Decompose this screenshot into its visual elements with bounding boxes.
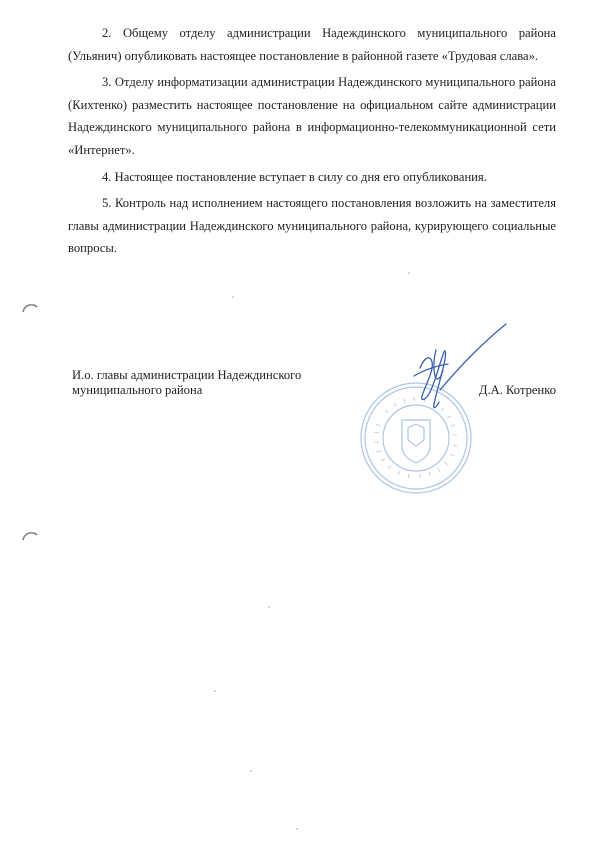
punch-hole-mark-icon [22, 300, 38, 310]
paragraph-3: 3. Отделу информатизации администрации Надеждинского муниципального района (Кихтенко) разместить настоящее постановление на официальном сайте администрации Надеждинского муниципального района в информационно-телекоммуникационной сети «Интернет». [68, 75, 556, 157]
signatory-position-line-2: муниципального района [72, 382, 203, 397]
signatory-position-line-1: И.о. главы администрации Надеждинского [72, 368, 302, 382]
signatory-position [72, 368, 332, 397]
scan-speck [268, 606, 270, 608]
scan-speck [296, 828, 298, 830]
scan-speck [250, 770, 252, 772]
paragraph-5: 5. Контроль над исполнением настоящего постановления возложить на заместителя главы администрации Надеждинского муниципального района, курирующего социальные вопросы. [68, 196, 556, 256]
scan-speck [408, 272, 410, 274]
paragraph-2: 2. Общему отделу администрации Надеждинского муниципального района (Ульянич) опубликовать настоящее постановление в районной газете «Трудовая слава». [68, 26, 556, 63]
scan-speck [214, 690, 216, 692]
signature-block [72, 368, 556, 408]
document-body [68, 22, 556, 264]
punch-hole-mark-icon [22, 528, 38, 538]
paragraph-4: 4. Настоящее постановление вступает в силу со дня его опубликования. [102, 169, 487, 184]
scan-speck [232, 296, 234, 298]
signatory-name: Д.А. Котренко [478, 383, 556, 397]
